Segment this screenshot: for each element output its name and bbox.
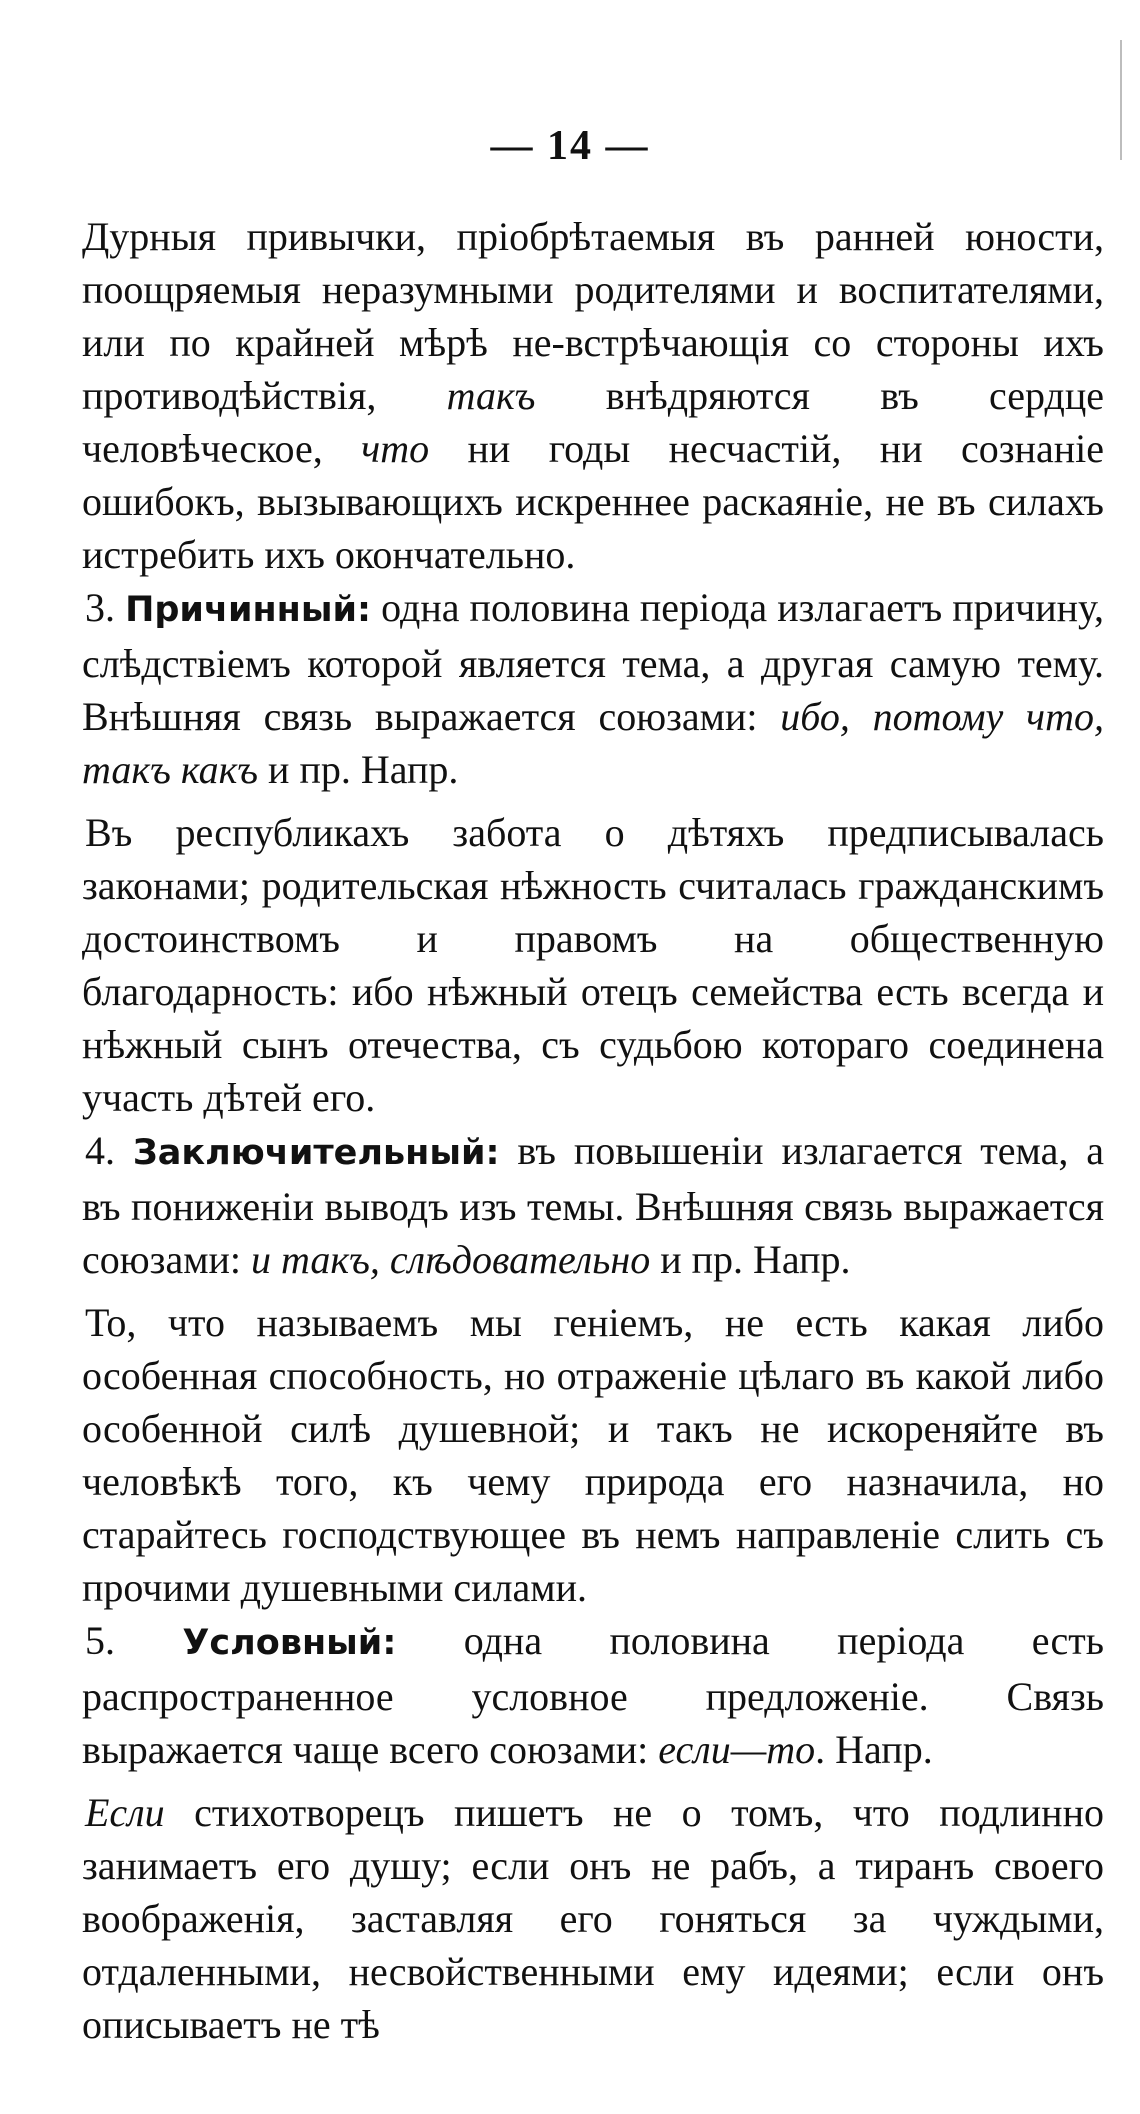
text-run: и пр. Напр.: [258, 747, 459, 792]
paragraph-conclusive-definition: [82, 1124, 1104, 1286]
page-number: — 14 —: [490, 123, 650, 169]
text-run: ни годы несчастій, ни сознаніе ошибокъ, вызывающихъ искреннее раскаяніе, не въ силахъ истребить ихъ окончательно.: [82, 426, 1104, 577]
text-run: Въ республикахъ забота о дѣтяхъ предписывалась законами; родительская нѣжность считалась гражданскимъ достоинствомъ и правомъ на общественную благодарность: ибо нѣжный отецъ семейства есть всегда и нѣжный сынъ отечества, съ судьбою котораго соединена участь дѣтей его.: [82, 810, 1104, 1120]
paragraph-conditional-definition: [82, 1614, 1104, 1776]
text-run: . Напр.: [815, 1727, 933, 1772]
text-run: стихотворецъ пишетъ не о томъ, что подлинно занимаетъ его душу; если онъ не рабъ, а тиранъ своего воображенія, заставляя его гоняться за чуждыми, отдаленными, несвойственными ему идеями; если онъ описываетъ не тѣ: [82, 1790, 1104, 2047]
text-run: и пр. Напр.: [650, 1237, 851, 1282]
paragraph-conditional-example: [82, 1786, 1104, 2051]
paragraph-conclusive-example: [82, 1296, 1104, 1614]
term-heading: Причинный:: [125, 590, 372, 630]
text-run: Дурныя привычки, пріобрѣтаемыя въ ранней юности, поощряемыя неразумными родителями и воспитателями, или по крайней мѣрѣ не-встрѣчающія со стороны ихъ противодѣйствія,: [82, 214, 1104, 418]
item-number: 3.: [85, 585, 126, 630]
page-body: [82, 210, 1104, 2051]
italic-word: такъ: [446, 373, 536, 418]
italic-word: Если: [85, 1790, 165, 1835]
paragraph-example-habits: [82, 210, 1104, 581]
text-run: одна половина періода есть распространенное условное предложеніе. Связь выражается чаще всего союзами:: [82, 1618, 1105, 1772]
paragraph-causal-definition: [82, 581, 1104, 796]
term-heading: Заключительный:: [132, 1133, 500, 1173]
text-run: въ повышеніи излагается тема, а въ пониженіи выводъ изъ темы. Внѣшняя связь выражается союзами:: [82, 1128, 1104, 1282]
italic-conjunctions: и такъ, слѣдовательно: [251, 1237, 651, 1282]
text-run: внѣдряются въ сердце человѣческое,: [82, 373, 1104, 471]
italic-word: что: [361, 426, 430, 471]
item-number: 5.: [85, 1618, 183, 1663]
item-number: 4.: [85, 1128, 133, 1173]
italic-conjunctions: ибо, потому что, такъ какъ: [82, 694, 1105, 792]
text-run: одна половина періода излагаетъ причину, слѣдствіемъ которой является тема, а другая самую тему. Внѣшняя связь выражается союзами:: [82, 585, 1105, 739]
term-heading: Условный:: [182, 1623, 397, 1663]
text-run: То, что называемъ мы геніемъ, не есть какая либо особенная способность, но отраженіе цѣлаго въ какой либо особенной силѣ душевной; и такъ не искореняйте въ человѣкѣ того, къ чему природа его назначила, но старайтесь господствующее въ немъ направленіе слить съ прочими душевными силами.: [82, 1300, 1104, 1610]
italic-conjunctions: если—то: [658, 1727, 816, 1772]
paragraph-causal-example: [82, 806, 1104, 1124]
